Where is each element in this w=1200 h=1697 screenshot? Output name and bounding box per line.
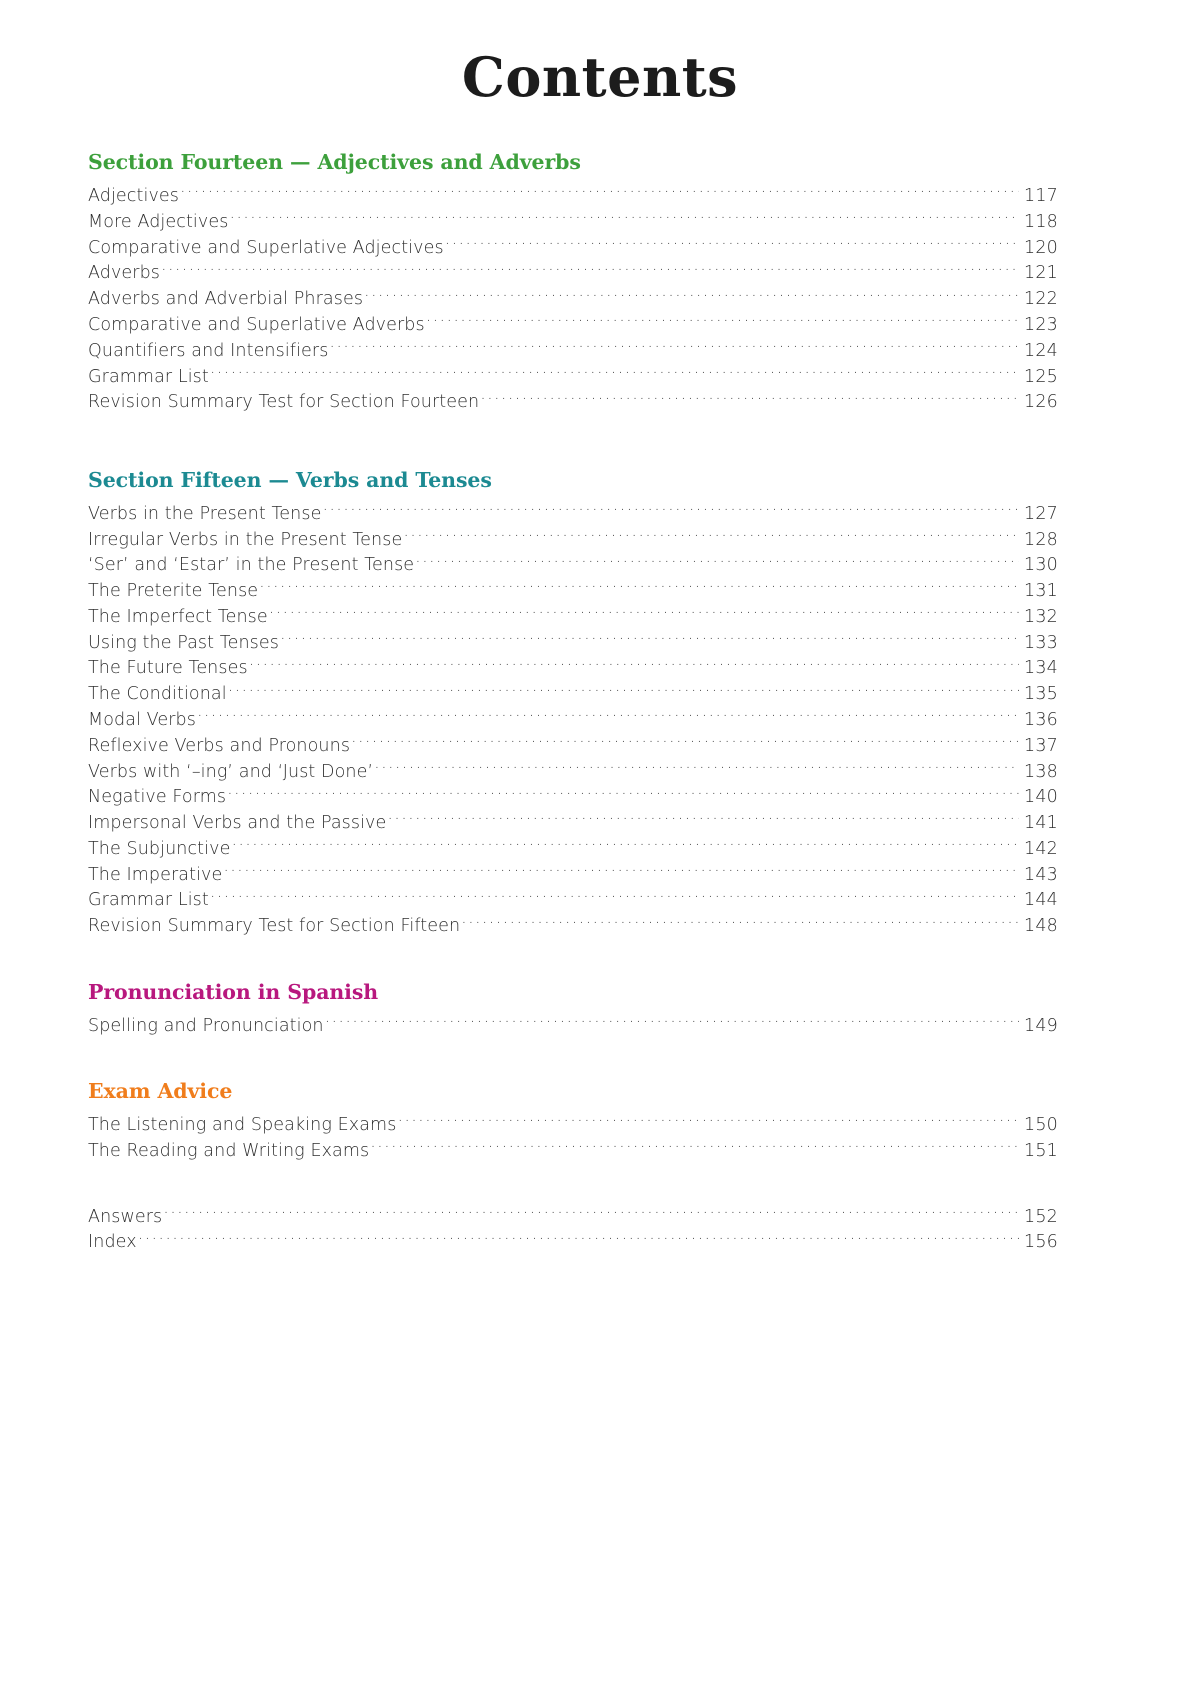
- toc-entry-title: Negative Forms: [88, 787, 227, 808]
- toc-entry[interactable]: [88, 184, 1058, 210]
- toc-entry-title: Grammar List: [88, 890, 209, 911]
- toc-entry-title: Comparative and Superlative Adverbs: [88, 315, 425, 335]
- toc-entry-title: Verbs with ‘–ing’ and ‘Just Done’: [88, 761, 374, 782]
- toc-entry-title: The Listening and Speaking Exams: [88, 1114, 397, 1135]
- toc-leader-dots: [223, 862, 1019, 880]
- toc-entry-title: Impersonal Verbs and the Passive: [88, 813, 387, 834]
- toc-entry[interactable]: [88, 527, 1058, 553]
- toc-leader-dots: [249, 656, 1019, 674]
- toc-entry-page-number: 141: [1023, 813, 1058, 834]
- toc-entry-page-number: 128: [1023, 529, 1058, 550]
- toc-entry-title: The Preterite Tense: [88, 581, 259, 602]
- toc-entry-page-number: 130: [1023, 555, 1058, 576]
- toc-leader-dots: [364, 287, 1019, 305]
- toc-entry[interactable]: [88, 338, 1058, 364]
- toc-entry[interactable]: [88, 862, 1058, 888]
- toc-entry-page-number: 143: [1023, 864, 1058, 885]
- toc-leader-dots: [329, 338, 1019, 356]
- toc-entry-page-number: 120: [1023, 237, 1058, 258]
- toc-leader-dots: [387, 811, 1019, 829]
- toc-entry-page-number: 122: [1023, 289, 1058, 310]
- toc-section-heading: Section Fifteen — Verbs and Tenses: [88, 467, 492, 492]
- toc-entry[interactable]: [88, 261, 1058, 287]
- toc-leader-dots: [197, 707, 1019, 725]
- toc-entry[interactable]: [88, 287, 1058, 313]
- toc-entry[interactable]: [88, 656, 1058, 682]
- toc-entry-page-number: 124: [1023, 340, 1058, 361]
- toc-section-heading: Pronunciation in Spanish: [88, 979, 379, 1004]
- toc-entry-page-number: 134: [1023, 658, 1058, 679]
- toc-leader-dots: [163, 1204, 1019, 1222]
- toc-entry-title: Modal Verbs: [88, 709, 196, 730]
- toc-entry-page-number: 142: [1023, 838, 1058, 859]
- toc-entry-page-number: 152: [1023, 1206, 1058, 1227]
- toc-entry[interactable]: [88, 313, 1058, 339]
- toc-leader-dots: [426, 313, 1019, 331]
- toc-entry-page-number: 127: [1023, 503, 1058, 524]
- toc-entry[interactable]: [88, 836, 1058, 862]
- page-title: Contents: [461, 45, 739, 109]
- toc-section: [88, 980, 1058, 1039]
- toc-entry-page-number: 137: [1023, 735, 1058, 756]
- toc-leader-dots: [210, 888, 1019, 906]
- toc-entry-title: The Imperfect Tense: [88, 606, 268, 627]
- toc-leader-dots: [403, 527, 1019, 545]
- toc-entry-page-number: 126: [1023, 392, 1058, 413]
- toc-entry-title: Answers: [88, 1206, 163, 1227]
- toc-entry[interactable]: [88, 501, 1058, 527]
- toc-entry-page-number: 123: [1023, 315, 1058, 335]
- toc-entry-page-number: 149: [1023, 1015, 1058, 1036]
- toc-leader-dots: [415, 553, 1019, 571]
- toc-entry[interactable]: [88, 390, 1058, 416]
- toc-leader-dots: [322, 501, 1019, 519]
- toc-entry[interactable]: [88, 1013, 1058, 1039]
- toc-leader-dots: [161, 261, 1019, 279]
- toc-leader-dots: [138, 1230, 1019, 1248]
- toc-entry-page-number: 138: [1023, 761, 1058, 782]
- toc-entry-title: Reflexive Verbs and Pronouns: [88, 735, 351, 756]
- toc-entry-list: [88, 184, 1058, 416]
- toc-leader-dots: [229, 209, 1019, 227]
- toc-leader-dots: [351, 733, 1019, 751]
- toc-entry[interactable]: [88, 1112, 1058, 1138]
- toc-entry-title: Adverbs and Adverbial Phrases: [88, 289, 364, 310]
- toc-section: [88, 1204, 1058, 1256]
- toc-entry-page-number: 133: [1023, 632, 1058, 653]
- toc-entry-page-number: 121: [1023, 263, 1058, 284]
- toc-entry-page-number: 136: [1023, 709, 1058, 730]
- toc-leader-dots: [231, 836, 1019, 854]
- toc-leader-dots: [210, 364, 1019, 382]
- toc-entry-title: ‘Ser’ and ‘Estar’ in the Present Tense: [88, 555, 415, 576]
- toc-entry[interactable]: [88, 707, 1058, 733]
- toc-entry-page-number: 148: [1023, 916, 1058, 937]
- toc-section: [88, 468, 1058, 940]
- toc-entry-list: [88, 1204, 1058, 1256]
- toc-entry-title: The Subjunctive: [88, 838, 231, 859]
- toc-entry-page-number: 132: [1023, 606, 1058, 627]
- toc-entry-page-number: 131: [1023, 581, 1058, 602]
- toc-entry-title: The Imperative: [88, 864, 223, 885]
- toc-entry-page-number: 150: [1023, 1114, 1058, 1135]
- toc-leader-dots: [397, 1112, 1019, 1130]
- toc-leader-dots: [280, 630, 1019, 648]
- toc-entry-page-number: 156: [1023, 1232, 1058, 1253]
- toc-entry[interactable]: [88, 888, 1058, 914]
- toc-entry-page-number: 118: [1023, 211, 1058, 232]
- toc-entry-title: Grammar List: [88, 366, 209, 387]
- toc-entry[interactable]: [88, 235, 1058, 261]
- toc-leader-dots: [259, 579, 1019, 597]
- toc-leader-dots: [461, 914, 1019, 932]
- toc-entry-page-number: 140: [1023, 787, 1058, 808]
- toc-entry-title: Revision Summary Test for Section Fourteen: [88, 392, 480, 413]
- toc-entry[interactable]: [88, 630, 1058, 656]
- toc-entry-title: Adjectives: [88, 186, 179, 207]
- toc-entry-list: [88, 1112, 1058, 1164]
- toc-leader-dots: [374, 759, 1019, 777]
- toc-entry-page-number: 135: [1023, 684, 1058, 705]
- toc-entry[interactable]: [88, 733, 1058, 759]
- toc-entry-title: Irregular Verbs in the Present Tense: [88, 529, 403, 550]
- toc-entry-title: The Reading and Writing Exams: [88, 1140, 370, 1161]
- toc-entry-title: Comparative and Superlative Adjectives: [88, 237, 444, 258]
- toc-leader-dots: [480, 390, 1019, 408]
- toc-section-heading: Exam Advice: [88, 1078, 233, 1103]
- toc-entry[interactable]: [88, 759, 1058, 785]
- toc-entry-title: The Future Tenses: [88, 658, 248, 679]
- toc-entry[interactable]: [88, 364, 1058, 390]
- toc-entry-title: Quantifiers and Intensifiers: [88, 340, 329, 361]
- toc-leader-dots: [325, 1013, 1019, 1031]
- toc-entry-page-number: 144: [1023, 890, 1058, 911]
- toc-entry-list: [88, 1013, 1058, 1039]
- toc-entry[interactable]: [88, 1230, 1058, 1256]
- toc-leader-dots: [180, 184, 1019, 202]
- toc-entry[interactable]: [88, 785, 1058, 811]
- toc-section: [88, 150, 1058, 416]
- toc-entry[interactable]: [88, 811, 1058, 837]
- toc-entry-page-number: 125: [1023, 366, 1058, 387]
- toc-entry-list: [88, 501, 1058, 939]
- toc-entry-page-number: 151: [1023, 1140, 1058, 1161]
- toc-entry-title: Adverbs: [88, 263, 161, 284]
- toc-entry-title: Verbs in the Present Tense: [88, 503, 322, 524]
- toc-leader-dots: [228, 682, 1019, 700]
- toc-entry-title: Revision Summary Test for Section Fifteen: [88, 916, 461, 937]
- toc-entry[interactable]: [88, 914, 1058, 940]
- toc-entry-title: Index: [88, 1232, 137, 1253]
- toc-section-heading: Section Fourteen — Adjectives and Adverbs: [88, 150, 581, 174]
- toc-entry-title: The Conditional: [88, 684, 227, 705]
- toc-leader-dots: [269, 604, 1019, 622]
- toc-entry[interactable]: [88, 209, 1058, 235]
- toc-entry[interactable]: [88, 682, 1058, 708]
- toc-entry-title: More Adjectives: [88, 211, 229, 232]
- toc-entry-title: Using the Past Tenses: [88, 632, 279, 653]
- toc-leader-dots: [370, 1138, 1019, 1156]
- toc-entry[interactable]: [88, 579, 1058, 605]
- toc-leader-dots: [227, 785, 1019, 803]
- toc-entry[interactable]: [88, 604, 1058, 630]
- toc-entry[interactable]: [88, 1138, 1058, 1164]
- toc-leader-dots: [445, 235, 1019, 253]
- table-of-contents: [88, 150, 1058, 1282]
- toc-entry-page-number: 117: [1023, 186, 1058, 207]
- toc-entry[interactable]: [88, 1204, 1058, 1230]
- toc-entry[interactable]: [88, 553, 1058, 579]
- toc-entry-title: Spelling and Pronunciation: [88, 1015, 324, 1036]
- toc-section: [88, 1079, 1058, 1164]
